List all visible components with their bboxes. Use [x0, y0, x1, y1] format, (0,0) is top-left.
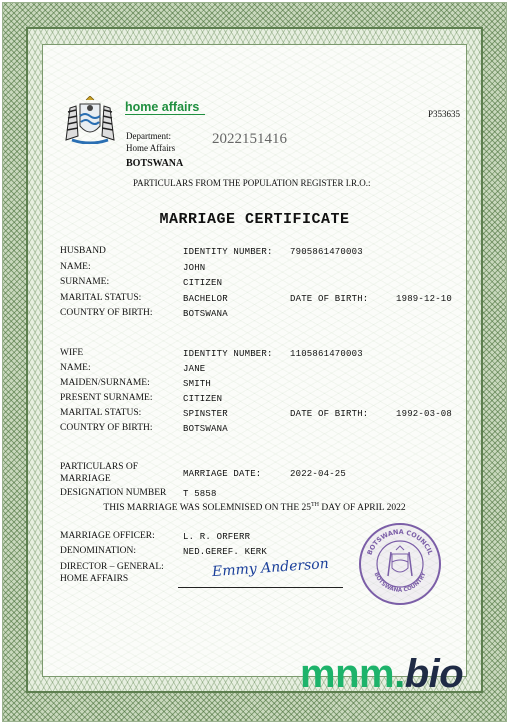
director-signature: Emmy Anderson — [211, 555, 330, 581]
solemnised-text-start: THIS MARRIAGE WAS SOLEMNISED ON THE 25 — [103, 503, 312, 514]
document-title: MARRIAGE CERTIFICATE — [159, 211, 350, 228]
husband-id-value: 7905861470003 — [290, 247, 363, 257]
solemnised-ordinal: TH — [311, 502, 320, 508]
husband-marital-value: BACHELOR — [183, 294, 228, 304]
director-label-line2: HOME AFFAIRS — [60, 574, 129, 584]
wife-country-label: COUNTRY OF BIRTH: — [60, 423, 153, 433]
marriage-date-label: MARRIAGE DATE: — [183, 469, 262, 479]
designation-label: DESIGNATION NUMBER — [60, 488, 167, 498]
husband-surname-value: CITIZEN — [183, 278, 223, 288]
wife-present-surname-value: CITIZEN — [183, 394, 223, 404]
watermark-logo — [300, 652, 463, 697]
watermark-part1: mnm — [300, 652, 395, 696]
husband-marital-label: MARITAL STATUS: — [60, 293, 142, 303]
department-label: Department: — [126, 131, 171, 141]
wife-present-surname-label: PRESENT SURNAME: — [60, 393, 153, 403]
husband-section-label: HUSBAND — [60, 246, 106, 256]
husband-country-value: BOTSWANA — [183, 309, 228, 319]
wife-maiden-value: SMITH — [183, 379, 212, 389]
solemnised-text-end: DAY OF APRIL 2022 — [319, 503, 406, 514]
logo-text: home affairs — [125, 100, 200, 114]
signature-line — [178, 587, 343, 588]
director-label-line1: DIRECTOR – GENERAL: — [60, 562, 164, 572]
certificate-number: 2022151416 — [212, 131, 287, 147]
husband-name-label: NAME: — [60, 262, 91, 272]
wife-name-label: NAME: — [60, 363, 91, 373]
wife-name-value: JANE — [183, 364, 206, 374]
wife-dob-value: 1992-03-08 — [396, 409, 453, 419]
wife-country-value: BOTSWANA — [183, 424, 228, 434]
husband-id-label: IDENTITY NUMBER: — [183, 247, 273, 257]
coat-of-arms-icon — [58, 96, 122, 144]
seal-text-bottom: BOTSWANA COUNTRY — [372, 571, 428, 594]
official-seal-icon — [358, 522, 442, 606]
officer-label: MARRIAGE OFFICER: — [60, 531, 155, 541]
particulars-label-line2: MARRIAGE — [60, 474, 111, 484]
husband-surname-label: SURNAME: — [60, 277, 110, 287]
husband-dob-label: DATE OF BIRTH: — [290, 294, 369, 304]
wife-marital-value: SPINSTER — [183, 409, 228, 419]
wife-section-label: WIFE — [60, 348, 84, 358]
logo-underline — [125, 114, 205, 115]
designation-value: T 5858 — [183, 489, 217, 499]
denomination-label: DENOMINATION: — [60, 546, 136, 556]
wife-id-label: IDENTITY NUMBER: — [183, 349, 273, 359]
wife-id-value: 1105861470003 — [290, 349, 363, 359]
watermark-part2: bio — [404, 652, 464, 696]
husband-country-label: COUNTRY OF BIRTH: — [60, 308, 153, 318]
wife-marital-label: MARITAL STATUS: — [60, 408, 142, 418]
denomination-value: NED.GEREF. KERK — [183, 547, 268, 557]
particulars-label-line1: PARTICULARS OF — [60, 462, 139, 472]
husband-name-value: JOHN — [183, 263, 206, 273]
wife-dob-label: DATE OF BIRTH: — [290, 409, 369, 419]
seal-text-top: BOTSWANA COUNCIL — [365, 527, 435, 557]
marriage-date-value: 2022-04-25 — [290, 469, 347, 479]
serial-number: P353635 — [428, 109, 461, 119]
husband-dob-value: 1989-12-10 — [396, 294, 453, 304]
solemnised-statement — [0, 502, 509, 513]
particulars-line: PARTICULARS FROM THE POPULATION REGISTER I.R.O.: — [133, 178, 371, 188]
department-name: Home Affairs — [126, 143, 176, 153]
officer-value: L. R. ORFERR — [183, 532, 251, 542]
watermark-dot: . — [394, 652, 405, 696]
country-heading: BOTSWANA — [126, 158, 184, 169]
wife-maiden-label: MAIDEN/SURNAME: — [60, 378, 150, 388]
